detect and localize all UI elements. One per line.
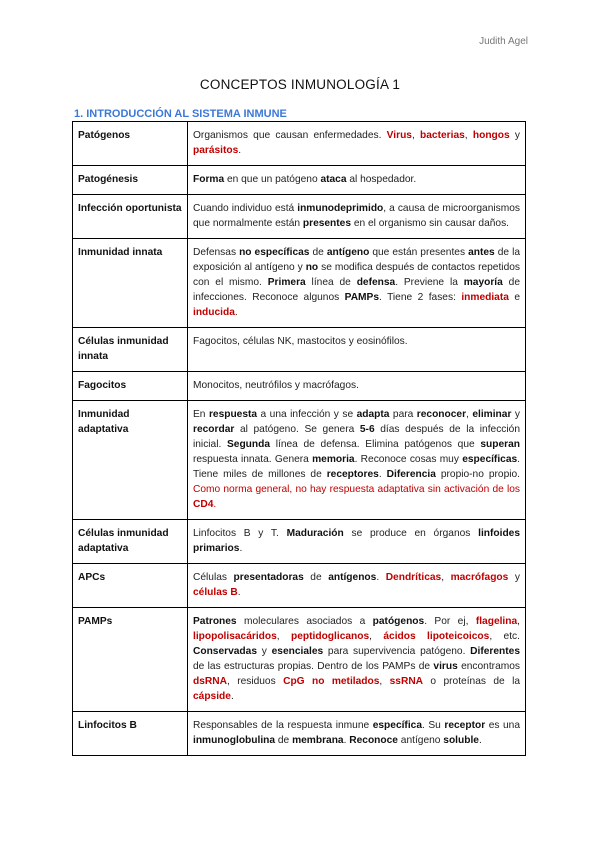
definition-text: en el organismo sin causar daños. <box>351 218 510 229</box>
definition-text: . <box>378 469 387 480</box>
table-row <box>73 608 526 712</box>
definition-text: para <box>389 409 417 420</box>
definition-text: a una infección y se <box>257 409 357 420</box>
bold-term: no específicas <box>239 247 310 258</box>
definition-text: de las estructuras propias. Dentro de los PAMPs de <box>193 661 434 672</box>
highlight-term: flagelina <box>475 616 518 627</box>
bold-term: inmunodeprimido <box>297 203 384 214</box>
bold-term: antígeno <box>326 247 370 258</box>
definition-text: Fagocitos, células NK, mastocitos y eosinófilos. <box>193 336 408 347</box>
bold-term: Diferencia <box>386 469 436 480</box>
bold-term: esenciales <box>271 646 324 657</box>
bold-term: Conservadas <box>193 646 257 657</box>
definition-cell <box>188 328 526 372</box>
definition-text: . <box>239 543 243 554</box>
definition-text: , <box>441 572 451 583</box>
definition-text: línea de defensa. Elimina patógenos que <box>270 439 481 450</box>
definition-text: , <box>464 130 473 141</box>
definition-text: se modifica después de contactos repetidos con el mismo. <box>193 262 520 288</box>
bold-term: defensa <box>356 277 396 288</box>
definition-text: . Su <box>422 720 445 731</box>
table-row <box>73 520 526 564</box>
bold-term: 5-6 <box>359 424 375 435</box>
definition-text: . <box>237 587 241 598</box>
bold-term: Primera <box>267 277 306 288</box>
term-cell: Células inmunidad innata <box>73 328 188 372</box>
highlight-term: cápside <box>193 691 231 702</box>
bold-term: antígenos <box>328 572 377 583</box>
definition-text: moleculares asociados a <box>236 616 373 627</box>
definition-text: . <box>238 145 242 156</box>
definition-text: se produce en órganos <box>343 528 479 539</box>
table-row <box>73 239 526 328</box>
highlight-text: . <box>213 499 217 510</box>
definition-text: . Previene la <box>395 277 464 288</box>
definition-text: . <box>478 735 482 746</box>
definition-text: , <box>379 676 390 687</box>
highlight-term: inmediata <box>461 292 509 303</box>
bold-term: inmunoglobulina <box>193 735 276 746</box>
definition-cell <box>188 239 526 328</box>
definition-text: de la exposición al antígeno y <box>193 247 520 273</box>
bold-term: específica <box>372 720 422 731</box>
bold-term: linfoides primarios <box>193 528 520 554</box>
definition-text: línea de <box>305 277 357 288</box>
definition-text: respuesta innata. Genera <box>193 454 313 465</box>
definition-text: y <box>509 130 520 141</box>
highlight-term: parásitos <box>193 145 239 156</box>
definition-text: Responsables de la respuesta inmune <box>193 720 373 731</box>
definition-text: . <box>343 735 350 746</box>
document-title: CONCEPTOS INMUNOLOGÍA 1 <box>199 77 401 92</box>
definition-text: Organismos que causan enfermedades. <box>193 130 387 141</box>
glossary-table <box>72 121 526 756</box>
definition-text: y <box>257 646 272 657</box>
highlight-term: Virus <box>386 130 412 141</box>
definition-cell <box>188 195 526 239</box>
highlight-term: peptidoglicanos <box>291 631 370 642</box>
highlight-term: ssRNA <box>389 676 424 687</box>
definition-text: . Tiene 2 fases: <box>379 292 462 303</box>
definition-text: propio-no propio. <box>435 469 521 480</box>
term-cell: Inmunidad adaptativa <box>73 401 188 520</box>
highlight-term: bacterias <box>420 130 465 141</box>
definition-text: es una <box>485 720 521 731</box>
definition-text: . <box>234 307 238 318</box>
term-cell: APCs <box>73 564 188 608</box>
term-cell: Patogénesis <box>73 166 188 195</box>
definition-cell <box>188 401 526 520</box>
term-cell: Linfocitos B <box>73 712 188 756</box>
table-row <box>73 328 526 372</box>
table-row <box>73 564 526 608</box>
highlight-term: inducida <box>193 307 235 318</box>
definition-text: antígeno <box>397 735 444 746</box>
definition-text: Defensas <box>193 247 240 258</box>
bold-term: Diferentes <box>470 646 520 657</box>
bold-term: presentes <box>302 218 352 229</box>
definition-text: de <box>309 247 327 258</box>
bold-term: antes <box>468 247 495 258</box>
definition-text: para supervivencia patógeno. <box>323 646 471 657</box>
bold-term: receptores <box>326 469 379 480</box>
definition-text: que están presentes <box>369 247 469 258</box>
definition-text: en que un patógeno <box>224 174 321 185</box>
definition-text: de <box>303 572 329 583</box>
definition-text: . <box>230 691 234 702</box>
bold-term: superan <box>480 439 520 450</box>
bold-term: Forma <box>193 174 225 185</box>
bold-term: recordar <box>193 424 235 435</box>
bold-term: presentadoras <box>233 572 304 583</box>
bold-term: Segunda <box>227 439 271 450</box>
table-row <box>73 372 526 401</box>
definition-text: Células <box>193 572 234 583</box>
author-name: Judith Agel <box>479 36 528 47</box>
bold-term: adapta <box>356 409 390 420</box>
term-cell: Patógenos <box>73 122 188 166</box>
definition-cell <box>188 372 526 401</box>
bold-term: mayoría <box>463 277 503 288</box>
definition-text: y <box>511 409 520 420</box>
bold-term: Patrones <box>193 616 237 627</box>
bold-term: específicas <box>462 454 518 465</box>
highlight-term: células B <box>193 587 238 598</box>
highlight-term: dsRNA <box>193 676 227 687</box>
definition-text: y <box>508 572 520 583</box>
bold-term: receptor <box>444 720 486 731</box>
table-row <box>73 195 526 239</box>
definition-text: , a causa de microorganismos que normalmente están <box>193 203 520 229</box>
highlight-term: CpG no metilados <box>283 676 380 687</box>
definition-text: Monocitos, neutrófilos y macrófagos. <box>193 380 359 391</box>
table-row <box>73 401 526 520</box>
highlight-term: ácidos lipoteicoicos <box>383 631 490 642</box>
bold-term: Maduración <box>286 528 344 539</box>
definition-cell <box>188 712 526 756</box>
section-heading: 1. INTRODUCCIÓN AL SISTEMA INMUNE <box>74 108 287 120</box>
definition-cell <box>188 166 526 195</box>
definition-text: de <box>275 735 293 746</box>
highlight-term: lipopolisacáridos <box>193 631 277 642</box>
definition-text: , etc. <box>489 631 520 642</box>
definition-text: , <box>276 631 292 642</box>
definition-text: . Reconoce cosas muy <box>354 454 463 465</box>
definition-text: . <box>376 572 386 583</box>
definition-text: , <box>369 631 384 642</box>
glossary-body <box>73 122 526 756</box>
bold-term: virus <box>433 661 458 672</box>
definition-text: . Tiene miles de millones de <box>193 454 520 480</box>
definition-text: encontramos <box>457 661 520 672</box>
definition-text: de infecciones. Reconoce algunos <box>193 277 520 303</box>
bold-term: eliminar <box>472 409 512 420</box>
definition-cell <box>188 520 526 564</box>
bold-term: patógenos <box>372 616 425 627</box>
highlight-term: macrófagos <box>450 572 509 583</box>
bold-term: reconocer <box>416 409 467 420</box>
bold-term: memoria <box>312 454 355 465</box>
table-row <box>73 712 526 756</box>
definition-text: e <box>508 292 520 303</box>
highlight-term: hongos <box>472 130 510 141</box>
table-row <box>73 122 526 166</box>
term-cell: Inmunidad innata <box>73 239 188 328</box>
term-cell: Fagocitos <box>73 372 188 401</box>
highlight-term: CD4 <box>193 499 214 510</box>
definition-text: , residuos <box>226 676 284 687</box>
definition-text: , <box>466 409 473 420</box>
term-cell: Infección oportunista <box>73 195 188 239</box>
term-cell: Células inmunidad adaptativa <box>73 520 188 564</box>
bold-term: soluble <box>443 735 479 746</box>
definition-cell <box>188 564 526 608</box>
bold-term: respuesta <box>208 409 258 420</box>
definition-text: , <box>411 130 421 141</box>
definition-text: Cuando individuo está <box>193 203 298 214</box>
highlight-text: Como norma general, no hay respuesta adaptativa sin activación de los <box>193 484 520 495</box>
definition-text: . Por ej, <box>424 616 476 627</box>
highlight-term: Dendríticas <box>385 572 442 583</box>
bold-term: ataca <box>320 174 347 185</box>
definition-text: o proteínas de la <box>423 676 520 687</box>
bold-term: Reconoce <box>349 735 398 746</box>
definition-text: al patógeno. Se genera <box>234 424 360 435</box>
bold-term: no <box>305 262 319 273</box>
definition-text: En <box>193 409 209 420</box>
definition-text: días después de la infección inicial. <box>193 424 520 450</box>
table-row <box>73 166 526 195</box>
definition-text: Linfocitos B y T. <box>193 528 287 539</box>
definition-text: , <box>517 616 520 627</box>
definition-cell <box>188 608 526 712</box>
definition-text: al hospedador. <box>346 174 417 185</box>
bold-term: PAMPs <box>344 292 379 303</box>
term-cell: PAMPs <box>73 608 188 712</box>
bold-term: membrana <box>292 735 344 746</box>
definition-cell <box>188 122 526 166</box>
